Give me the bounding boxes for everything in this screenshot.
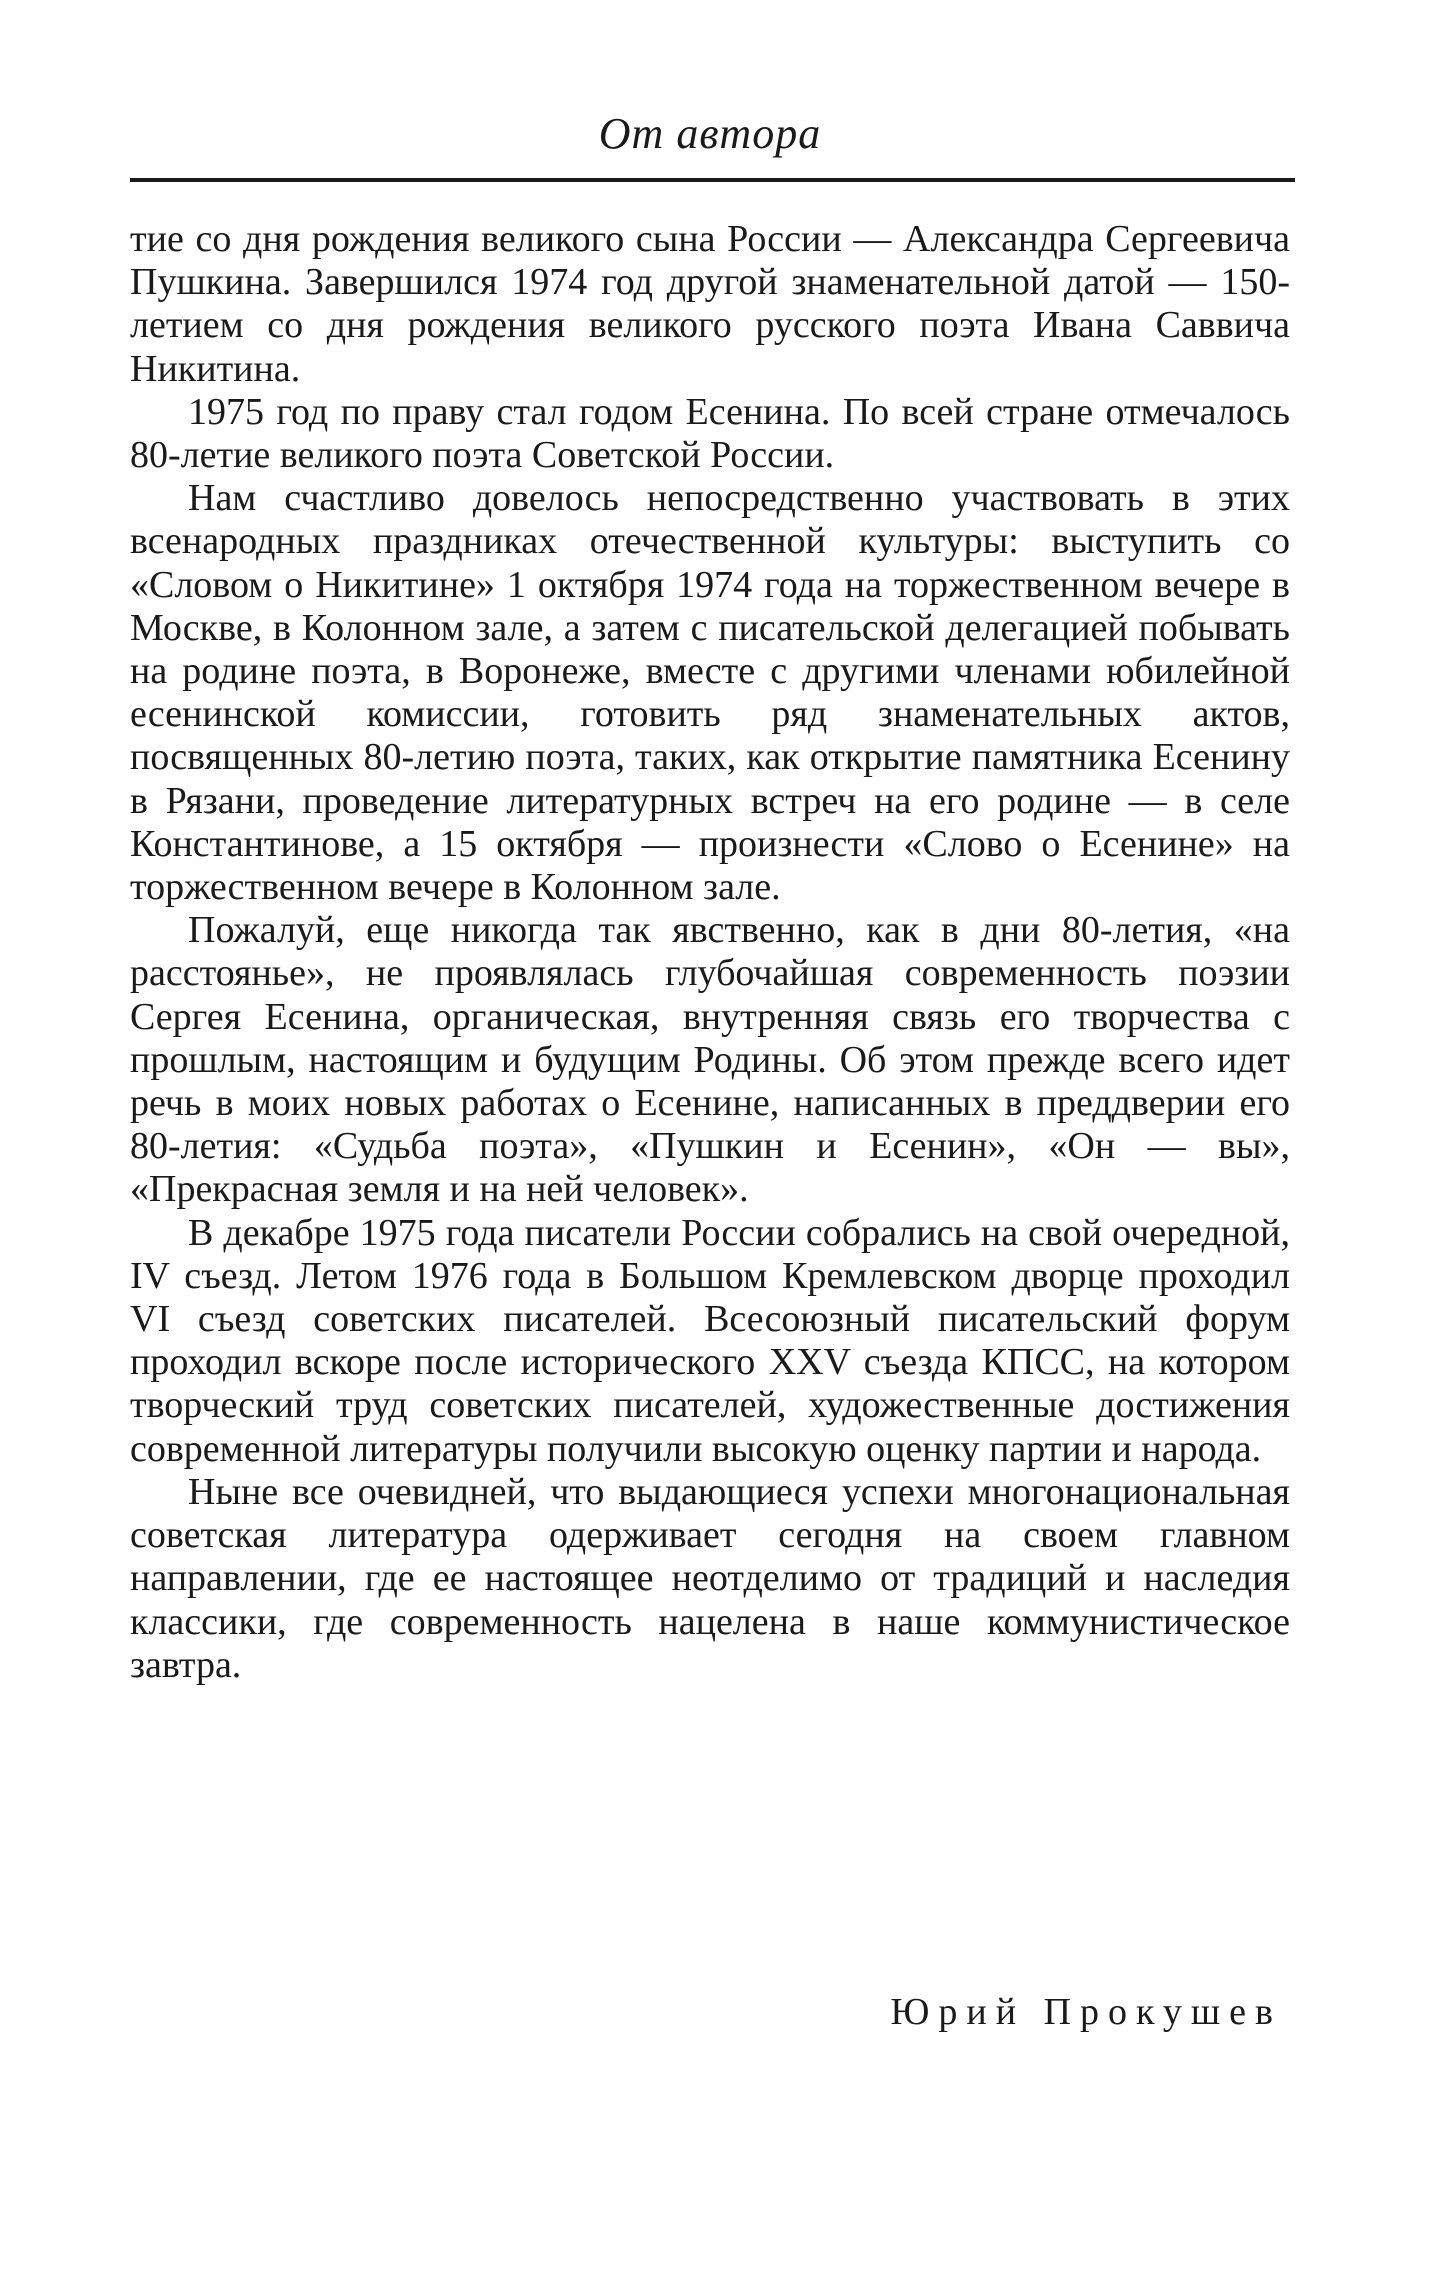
paragraph-1: тие со дня рождения великого сына России — Александра Сергеевича Пушкина. Завершился 1974 год другой знаменательной датой — 150-летием со дня рождения великого русского поэта Ивана Саввича Никитина. bbox=[130, 218, 1290, 390]
paragraph-3: Нам счастливо довелось непосредственно участвовать в этих всенародных праздниках отечественной культуры: выступить со «Словом о Никитине» 1 октября 1974 года на торжественном вечере в Москве, в Колонном зале, а затем с писательской делегацией побывать на родине поэта, в Воронеже, вместе с другими членами юбилейной есенинской комиссии, готовить ряд знаменательных актов, посвященных 80-летию поэта, таких, как открытие памятника Есенину в Рязани, проведение литературных встреч на его родине — в селе Константинове, а 15 октября — произнести «Слово о Есенине» на торжественном вечере в Колонном зале. bbox=[130, 477, 1290, 909]
header-rule bbox=[130, 178, 1295, 182]
paragraph-4: Пожалуй, еще никогда так явственно, как в дни 80-летия, «на расстоянье», не проявлялась глубочайшая современность поэзии Сергея Есенина, органическая, внутренняя связь его творчества с прошлым, настоящим и будущим Родины. Об этом прежде всего идет речь в моих новых работах о Есенине, написанных в преддверии его 80-летия: «Судьба поэта», «Пушкин и Есенин», «Он — вы», «Прекрасная земля и на ней человек». bbox=[130, 909, 1290, 1211]
author-signature: Юрий Прокушев bbox=[890, 1991, 1282, 2033]
paragraph-5: В декабре 1975 года писатели России собрались на свой очередной, IV съезд. Летом 1976 года в Большом Кремлевском дворце проходил VI съезд советских писателей. Всесоюзный писательский форум проходил вскоре после исторического XXV съезда КПСС, на котором творческий труд советских писателей, художественные достижения современной литературы получили высокую оценку партии и народа. bbox=[130, 1211, 1290, 1470]
main-text bbox=[130, 218, 1290, 1687]
running-title: От автора bbox=[598, 109, 822, 158]
paragraph-2: 1975 год по праву стал годом Есенина. По всей стране отмечалось 80-летие великого поэта Советской России. bbox=[130, 390, 1290, 477]
paragraph-6: Ныне все очевидней, что выдающиеся успехи многонациональная советская литература одерживает сегодня на своем главном направлении, где ее настоящее неотделимо от традиций и наследия классики, где современность нацелена в наше коммунистическое завтра. bbox=[130, 1470, 1290, 1686]
